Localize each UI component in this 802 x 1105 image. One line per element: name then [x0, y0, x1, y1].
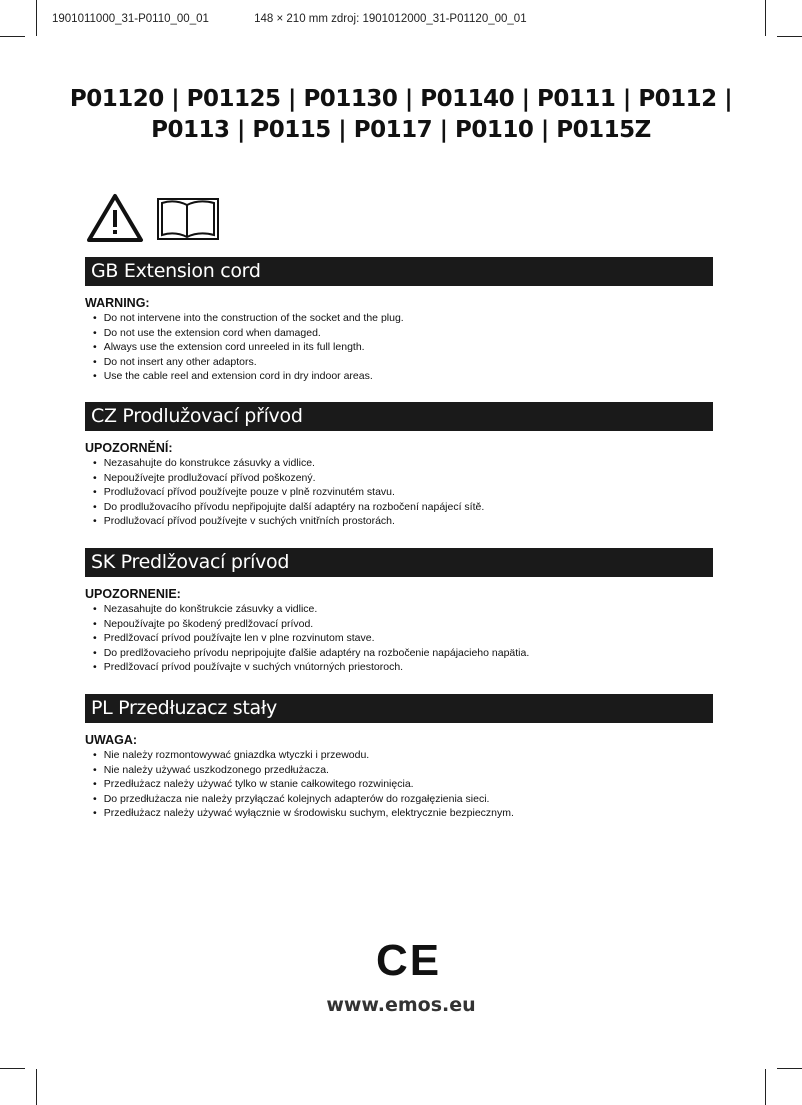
- list-item: • Always use the extension cord unreeled in its full length.: [93, 340, 713, 355]
- crop-mark: [777, 36, 802, 37]
- print-header: [52, 13, 569, 25]
- list-item: • Nepoužívajte po škodený predlžovací prívod.: [93, 617, 713, 632]
- list-item: • Przedłużacz należy używać wyłącznie w środowisku suchym, elektrycznie bezpiecznym.: [93, 806, 713, 821]
- crop-mark: [765, 0, 766, 36]
- list-item: • Do predlžovacieho prívodu nepripojujte ďalšie adaptéry na rozbočenie napájacieho napätia.: [93, 646, 713, 661]
- section-gb: [85, 257, 713, 384]
- section-heading: CZ Prodlužovací přívod: [85, 402, 713, 431]
- list-item: • Nie należy używać uszkodzonego przedłużacza.: [93, 763, 713, 778]
- list-item: • Predlžovací prívod používajte len v plne rozvinutom stave.: [93, 631, 713, 646]
- ce-mark-icon: CE: [376, 936, 442, 985]
- list-item: • Use the cable reel and extension cord in dry indoor areas.: [93, 369, 713, 384]
- warning-label: UPOZORNĚNÍ:: [85, 441, 173, 455]
- list-item: • Nie należy rozmontowywać gniazdka wtyczki i przewodu.: [93, 748, 713, 763]
- list-item: • Do not insert any other adaptors.: [93, 355, 713, 370]
- section-heading: GB Extension cord: [85, 257, 713, 286]
- crop-mark: [777, 1068, 802, 1069]
- list-item: • Do prodlužovacího přívodu nepřipojujte další adaptéry na rozbočení napájecí sítě.: [93, 500, 713, 515]
- list-item: • Nezasahujte do konštrukcie zásuvky a vidlice.: [93, 602, 713, 617]
- list-item: • Do not intervene into the construction of the socket and the plug.: [93, 311, 713, 326]
- list-item: • Predlžovací prívod používajte v suchých vnútorných priestoroch.: [93, 660, 713, 675]
- list-item: • Do not use the extension cord when damaged.: [93, 326, 713, 341]
- warning-label: WARNING:: [85, 296, 150, 310]
- title-line-2: P0113 | P0115 | P0117 | P0110 | P0115Z: [151, 117, 651, 143]
- list-item: • Prodlužovací přívod používejte pouze v plně rozvinutém stavu.: [93, 485, 713, 500]
- list-item: • Prodlužovací přívod používejte v suchých vnitřních prostorách.: [93, 514, 713, 529]
- list-item: • Do przedłużacza nie należy przyłączać kolejnych adapterów do rozgałęzienia sieci.: [93, 792, 713, 807]
- manual-book-icon: [158, 199, 218, 239]
- page-title: [0, 84, 802, 146]
- crop-mark: [36, 1069, 37, 1105]
- crop-mark: [36, 0, 37, 36]
- section-heading: PL Przedłuzacz stały: [85, 694, 713, 723]
- crop-mark: [0, 1068, 25, 1069]
- list-item: • Nepoužívejte prodlužovací přívod poškozený.: [93, 471, 713, 486]
- warning-triangle-icon: [89, 196, 141, 240]
- website-link[interactable]: www.emos.eu: [326, 994, 476, 1016]
- section-pl: [85, 694, 713, 821]
- file-id: 1901011000_31-P0110_00_01: [52, 13, 209, 25]
- section-cz: [85, 402, 713, 529]
- warning-label: UWAGA:: [85, 733, 138, 747]
- warning-label: UPOZORNENIE:: [85, 587, 181, 601]
- section-heading: SK Predlžovací prívod: [85, 548, 713, 577]
- section-sk: [85, 548, 713, 675]
- title-line-1: P01120 | P01125 | P01130 | P01140 | P0111 | P0112 |: [69, 86, 733, 112]
- crop-mark: [0, 36, 25, 37]
- list-item: • Nezasahujte do konstrukce zásuvky a vidlice.: [93, 456, 713, 471]
- source-info: 148 × 210 mm zdroj: 1901012000_31-P01120_00_01: [254, 13, 527, 25]
- crop-mark: [765, 1069, 766, 1105]
- list-item: • Przedłużacz należy używać tylko w stanie całkowitego rozwinięcia.: [93, 777, 713, 792]
